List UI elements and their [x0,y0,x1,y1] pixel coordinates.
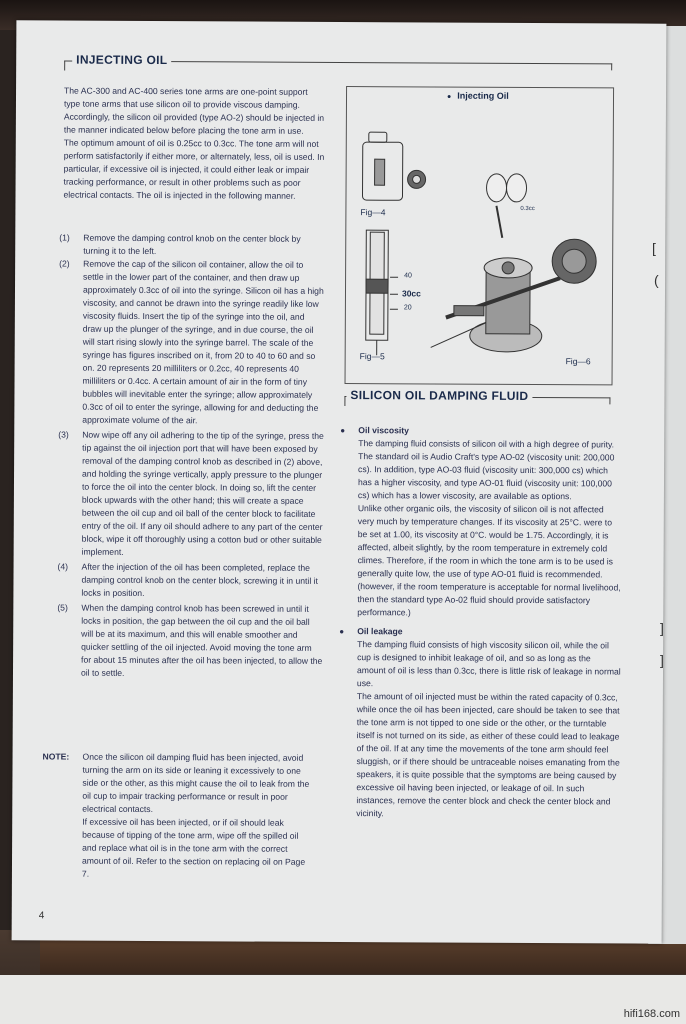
step-4 [57,561,323,601]
note-label: NOTE: [42,751,70,762]
step-2 [58,258,325,428]
right-column [356,424,622,821]
viscosity-paragraph-2: Unlike other organic oils, the viscosity of silicon oil is not affected very much by temperature changes. If its viscosity at 25°C. were to be set at 1.00, its viscosity at 0°C. would be 1.75. Accordingly, it is affected, albeit slightly, by the room temperature in extremely cold climes. Therefore, if the room in which the tone arm is to be used is generally quite low, the use of type AO-01 fluid is recommended. (however, if the room temperature is acceptable for normal livelihood, then the standard type Ao-02 fluid should provide satisfactory performance.) [357,503,621,618]
step-5 [57,602,323,681]
viscosity-heading: ● Oil viscosity [358,424,622,438]
step-text: Remove the damping control knob on the center block by turning it to the left. [83,232,301,257]
table-edge [40,938,686,974]
note-paragraph-1: Once the silicon oil damping fluid has been injected, avoid turning the arm on its side or leaning it excessively to one side or the other, as this might cause the oil to leak from the oil cup to impair tracking performance or result in poor electrical contacts. [82,751,310,815]
syringe-drawing [366,230,399,355]
figure-illustration [346,87,614,384]
steps-list [57,232,325,681]
step-number: (2) [59,258,70,269]
facing-page-mark: [ [652,240,656,256]
viscosity-paragraph-1: The damping fluid consists of silicon oil with a high degree of purity. The standard oil is Audio Craft's type AO-02 (viscosity unit: 200,000 cs). In addition, type AO-03 fluid (viscosity unit: 300,000 cs) which has a higher viscosity, and type AO-01 fluid (viscosity unit: 100,000 cs) which has a lower viscosity, are available as options. [357,438,615,502]
section-title-damping: SILICON OIL DAMPING FLUID [346,388,532,403]
watermark: hifi168.com [623,1008,680,1020]
step-number: (4) [57,561,69,572]
page-number: 4 [38,910,45,922]
syringe-amount-label: 0.3cc [520,205,535,213]
step-number: (1) [59,232,70,243]
tone-arm-drawing [431,173,597,352]
syringe-scale-30: 30cc [401,288,421,299]
step-text: When the damping control knob has been screwed in until it locks in position, the gap between the oil cup and the oil ball will be at its maximum, and this will enable smoother and quicker settling of the oil injected. Avoid moving the tone arm for about 15 minutes after the oil has been injected, to allow the oil to settle. [80,602,323,678]
step-number: (5) [57,602,68,613]
intro-paragraph-1: The AC-300 and AC-400 series tone arms are one-point support type tone arms that use silicon oil to provide viscous damping. Accordingly, the silicon oil provided (type AO-2) should be injected in the manner indicated below before placing the tone arm in use. [63,85,325,136]
figure-5-label: Fig—5 [359,351,385,362]
left-column [63,85,326,203]
white-surface [0,975,686,1024]
section-header-damping [344,390,610,405]
figure-6-label: Fig—6 [565,356,591,367]
oil-bottle-drawing [362,132,425,200]
figure-4-label: Fig—4 [360,207,386,218]
section-header-injecting [64,52,612,72]
step-number: (3) [58,429,69,440]
section-title-injecting: INJECTING OIL [72,53,171,68]
step-text: Remove the cap of the silicon oil container, allow the oil to settle in the lower part of the container, and then draw up approximately 0.3cc of oil into the syringe. Silicon oil has a high viscosity, and cannot be drawn into the syringe readily like low viscosity fluids. Insert the tip of the syringe into the oil, and draw up the plunger of the syringe, and in due course, the oil will start rising slowly into the syringe barrel. The scale of the syringe has figures inscribed on it, from 20 to 40 to 60 and so on. 20 represents 20 milliliters or 0.2cc, 40 represents 40 milliliters or 0.4cc. A certain amount of air in the form of tiny bubbles will inevitable enter the syringe; allow approximately 0.3cc of oil to enter the syringe, allowing for and deducting the approximate volume of the air. [82,258,324,426]
note-paragraph-2: If excessive oil has been injected, or if oil should leak because of tipping of the tone arm, wipe off the spilled oil and replace what oil is in the tone arm with the correct amount of oil. Refer to the section on replacing oil on Page 7. [81,816,306,879]
manual-page [12,20,667,943]
syringe-scale-20: 20 [403,304,412,312]
facing-page-mark: ] [660,652,664,668]
facing-page-mark: ] [660,620,664,636]
leakage-paragraph-2: The amount of oil injected must be within the rated capacity of 0.3cc, while once the oil has been injected, care should be taken to see that the tone arm is not tipped to one side or the other, or the turntable itself is not turned on its side, as either of these could lead to leakage of the oil. If at any time the movements of the tone arm should feel sluggish, or if there should be untraceable noises emanating from the speakers, it is quite possible that the symptoms are being caused by excessive oil having been injected, or leakage of oil. In such instances, remove the center block and check the center block and vicinity. [356,691,620,819]
syringe-scale-40: 40 [404,272,412,280]
leakage-heading: ● Oil leakage [357,625,621,639]
step-1 [59,232,325,259]
figure-box [345,86,615,385]
intro-paragraph-2: The optimum amount of oil is 0.25cc to 0.3cc. The tone arm will not perform satisfactorily if either more, or alternately, less, oil is used. In particular, if excessive oil is injected, it could either leak or impair tracking performance, or result in other problems such as poor electrical contacts. The oil is injected in the following manner. [63,137,325,201]
figure-title: ● Injecting Oil [447,91,509,101]
step-text: Now wipe off any oil adhering to the tip of the syringe, press the tip against the oil injection port that will have been exposed by removal of the damping control knob as described in (2) above, and holding the syringe vertically, apply pressure to the plunger to force the oil into the center block. In doing so, lift the center block upwards with the other hand; this will create a space between the oil cup and oil ball of the center block to facilitate entry of the oil. If any oil should adhere to any part of the center block, wipe it off thoroughly using a cotton bud or other suitable implement. [81,429,324,557]
note-block [42,750,315,881]
step-text: After the injection of the oil has been completed, replace the damping control knob on the center block, screwing it in until it locks in position. [81,561,318,598]
leakage-paragraph-1: The damping fluid consists of high viscosity silicon oil, while the oil cup is designed to inhibit leakage of oil, and so as long as the amount of oil is less than 0.3cc, there is little risk of leakage in normal use. [356,639,621,689]
step-3 [58,429,325,560]
facing-page-mark: ( [654,272,659,288]
